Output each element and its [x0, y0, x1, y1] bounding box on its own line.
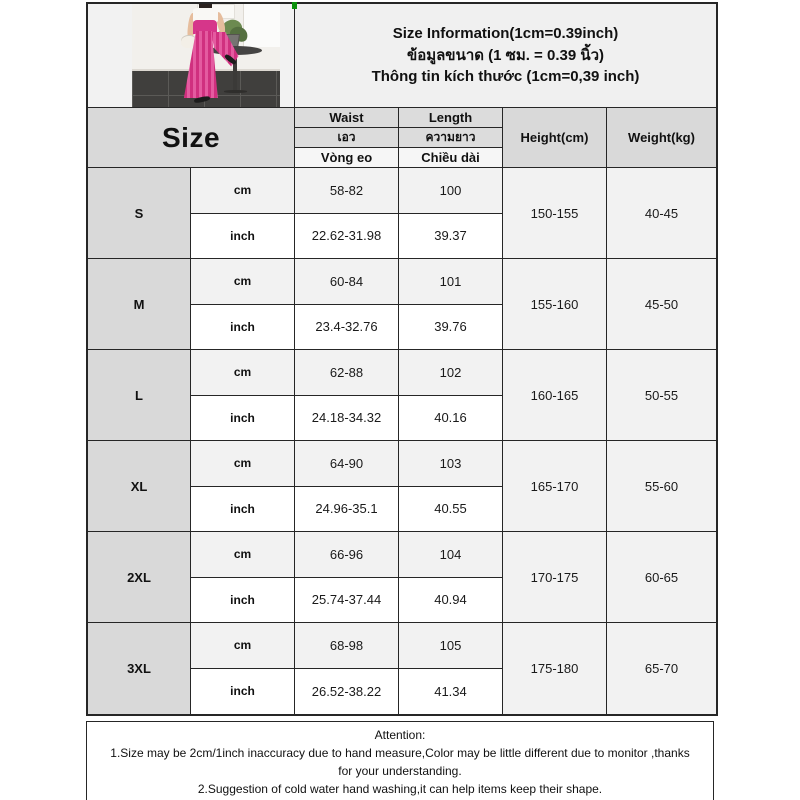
unit-inch-cell: inch	[191, 669, 295, 715]
unit-inch-cell: inch	[191, 487, 295, 533]
size-label-cell: 3XL	[88, 623, 191, 714]
length-header-th: ความยาว	[399, 128, 503, 148]
waist-inch-value: 26.52-38.22	[295, 669, 399, 715]
height-value: 175-180	[503, 623, 607, 714]
size-label-cell: S	[88, 168, 191, 259]
unit-cm-cell: cm	[191, 168, 295, 214]
waist-inch-value: 22.62-31.98	[295, 214, 399, 260]
waist-cm-value: 68-98	[295, 623, 399, 669]
waist-inch-value: 24.18-34.32	[295, 396, 399, 442]
size-label-cell: 2XL	[88, 532, 191, 623]
title-line-en: Size Information(1cm=0.39inch)	[392, 24, 619, 42]
length-inch-value: 40.16	[399, 396, 503, 442]
length-inch-value: 41.34	[399, 669, 503, 715]
height-value: 170-175	[503, 532, 607, 623]
unit-cm-cell: cm	[191, 350, 295, 396]
attention-heading: Attention:	[374, 728, 426, 742]
height-value: 160-165	[503, 350, 607, 441]
photo-curtain	[243, 4, 280, 47]
weight-value: 40-45	[607, 168, 716, 259]
weight-value: 45-50	[607, 259, 716, 350]
waist-inch-value: 25.74-37.44	[295, 578, 399, 624]
unit-inch-cell: inch	[191, 578, 295, 624]
product-photo-cell	[88, 4, 295, 108]
length-cm-value: 105	[399, 623, 503, 669]
size-table	[86, 2, 718, 716]
height-value: 155-160	[503, 259, 607, 350]
size-label-cell: XL	[88, 441, 191, 532]
unit-cm-cell: cm	[191, 441, 295, 487]
length-inch-value: 40.55	[399, 487, 503, 533]
unit-inch-cell: inch	[191, 396, 295, 442]
length-cm-value: 102	[399, 350, 503, 396]
waist-cm-value: 60-84	[295, 259, 399, 305]
size-label-cell: L	[88, 350, 191, 441]
unit-cm-cell: cm	[191, 532, 295, 578]
product-photo	[132, 4, 280, 107]
weight-value: 60-65	[607, 532, 716, 623]
length-cm-value: 101	[399, 259, 503, 305]
length-cm-value: 104	[399, 532, 503, 578]
waist-header-en: Waist	[295, 108, 399, 128]
weight-value: 50-55	[607, 350, 716, 441]
length-header-vi: Chiều dài	[399, 148, 503, 168]
size-header-cell: Size	[88, 108, 295, 168]
waist-cm-value: 58-82	[295, 168, 399, 214]
length-header-en: Length	[399, 108, 503, 128]
height-value: 150-155	[503, 168, 607, 259]
unit-cm-cell: cm	[191, 623, 295, 669]
attention-box	[86, 721, 714, 800]
length-inch-value: 39.76	[399, 305, 503, 351]
weight-value: 65-70	[607, 623, 716, 714]
waist-header-vi: Vòng eo	[295, 148, 399, 168]
attention-note-2: 2.Suggestion of cold water hand washing,it can help items keep their shape.	[197, 782, 603, 796]
title-line-vi: Thông tin kích thước (1cm=0,39 inch)	[371, 68, 640, 86]
waist-header-th: เอว	[295, 128, 399, 148]
unit-inch-cell: inch	[191, 214, 295, 260]
attention-note-1: 1.Size may be 2cm/1inch inaccuracy due to hand measure,Color may be little different due to monitor ,thanks for your understanding.	[110, 746, 690, 778]
waist-cm-value: 62-88	[295, 350, 399, 396]
height-value: 165-170	[503, 441, 607, 532]
waist-cm-value: 66-96	[295, 532, 399, 578]
waist-inch-value: 24.96-35.1	[295, 487, 399, 533]
height-header-cell: Height(cm)	[503, 108, 607, 168]
unit-inch-cell: inch	[191, 305, 295, 351]
size-label-cell: M	[88, 259, 191, 350]
waist-cm-value: 64-90	[295, 441, 399, 487]
unit-cm-cell: cm	[191, 259, 295, 305]
title-block	[295, 4, 716, 108]
waist-inch-value: 23.4-32.76	[295, 305, 399, 351]
length-cm-value: 100	[399, 168, 503, 214]
length-inch-value: 40.94	[399, 578, 503, 624]
weight-header-cell: Weight(kg)	[607, 108, 716, 168]
length-cm-value: 103	[399, 441, 503, 487]
length-inch-value: 39.37	[399, 214, 503, 260]
green-artifact	[292, 2, 297, 9]
weight-value: 55-60	[607, 441, 716, 532]
title-line-th: ข้อมูลขนาด (1 ซม. = 0.39 นิ้ว)	[406, 46, 605, 64]
